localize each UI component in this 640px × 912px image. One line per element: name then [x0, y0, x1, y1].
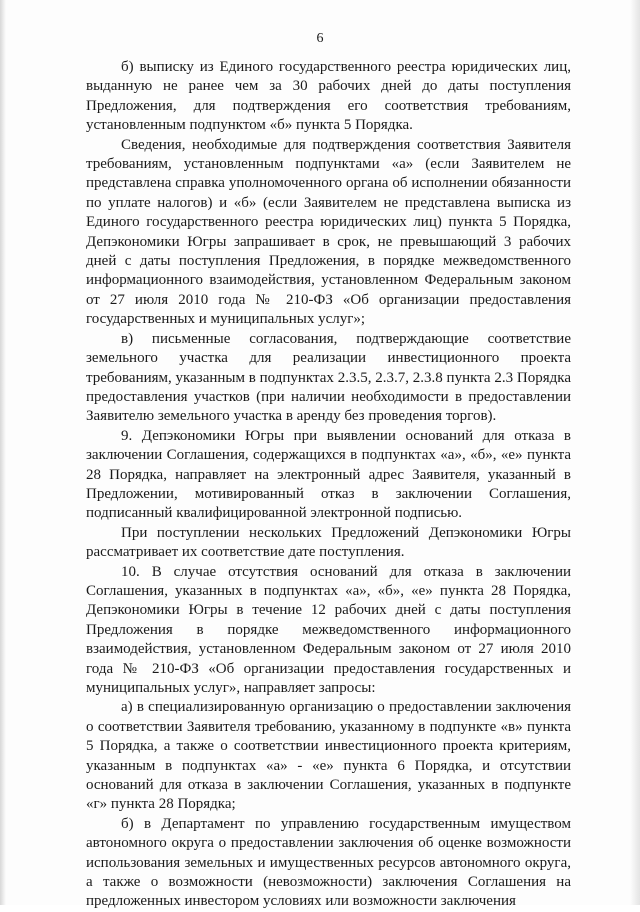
- paragraph-request-specialized-org: а) в специализированную организацию о предоставлении заключения о соответствии Заявителя требованию, указанному в подпункте «в» пункта 5 Порядка, а также о соответствии инвестиционного проекта критериям, указанным в подпунктах «а» - «е» пункта 6 Порядка, и отсутствии оснований для отказа в заключении Соглашения, указанных в подпункте «г» пункта 28 Порядка;: [86, 699, 571, 813]
- paragraph-information-request: Сведения, необходимые для подтверждения соответствия Заявителя требованиям, установленным подпунктами «а» (если Заявителем не представлена справка уполномоченного органа об исполнении обязанности по уплате налогов) и «б» (если Заявителем не представлена выписка из Единого государственного реестра юридических лиц) пункта 5 Порядка, Депэкономики Югры запрашивает в срок, не превышающий 3 рабочих дней с даты поступления Предложения, в порядке межведомственного информационного взаимодействия, установленном Федеральным законом от 27 июля 2010 года № 210-ФЗ «Об организации предоставления государственных и муниципальных услуг»;: [86, 136, 571, 328]
- paragraph-request-property-department: б) в Департамент по управлению государственным имуществом автономного округа о предоставлении заключения об оценке возможности использования земельных и имущественных ресурсов автономного округа, а также о возможности (невозможности) заключения Соглашения на предложенных инвестором условиях или возможности заключения: [86, 815, 571, 910]
- paragraph-multiple-proposals: При поступлении нескольких Предложений Депэкономики Югры рассматривает их соответствие дате поступления.: [86, 524, 571, 561]
- paragraph-item-9-refusal: 9. Депэкономики Югры при выявлении оснований для отказа в заключении Соглашения, содержащихся в подпунктах «а», «б», «е» пункта 28 Порядка, направляет на электронный адрес Заявителя, указанный в Предложении, мотивированный отказ в заключении Соглашения, подписанный квалифицированной электронной подписью.: [86, 427, 571, 522]
- page-number: 6: [316, 31, 324, 46]
- paragraph-extract-requirement: б) выписку из Единого государственного реестра юридических лиц, выданную не ранее чем за 30 рабочих дней до даты поступления Предложения, для подтверждения его соответствия требованиям, установленным подпунктом «б» пункта 5 Порядка.: [86, 59, 571, 134]
- paragraph-written-approvals: в) письменные согласования, подтверждающие соответствие земельного участка для реализации инвестиционного проекта требованиям, указанным в подпунктах 2.3.5, 2.3.7, 2.3.8 пункта 2.3 Порядка предоставления участков (при наличии необходимости в предоставлении Заявителю земельного участка в аренду без проведения торгов).: [86, 330, 571, 425]
- paragraph-item-10-requests: 10. В случае отсутствия оснований для отказа в заключении Соглашения, указанных в подпунктах «а», «б», «е» пункта 28 Порядка, Депэкономики Югры в течение 12 рабочих дней с даты поступления Предложения в порядке межведомственного информационного взаимодействия, установленном Федеральным законом от 27 июля 2010 года № 210-ФЗ «Об организации предоставления государственных и муниципальных услуг», направляет запросы:: [86, 563, 571, 696]
- document-body: [86, 58, 571, 912]
- scan-edge-left: [0, 0, 6, 905]
- scan-edge-right: [630, 0, 640, 905]
